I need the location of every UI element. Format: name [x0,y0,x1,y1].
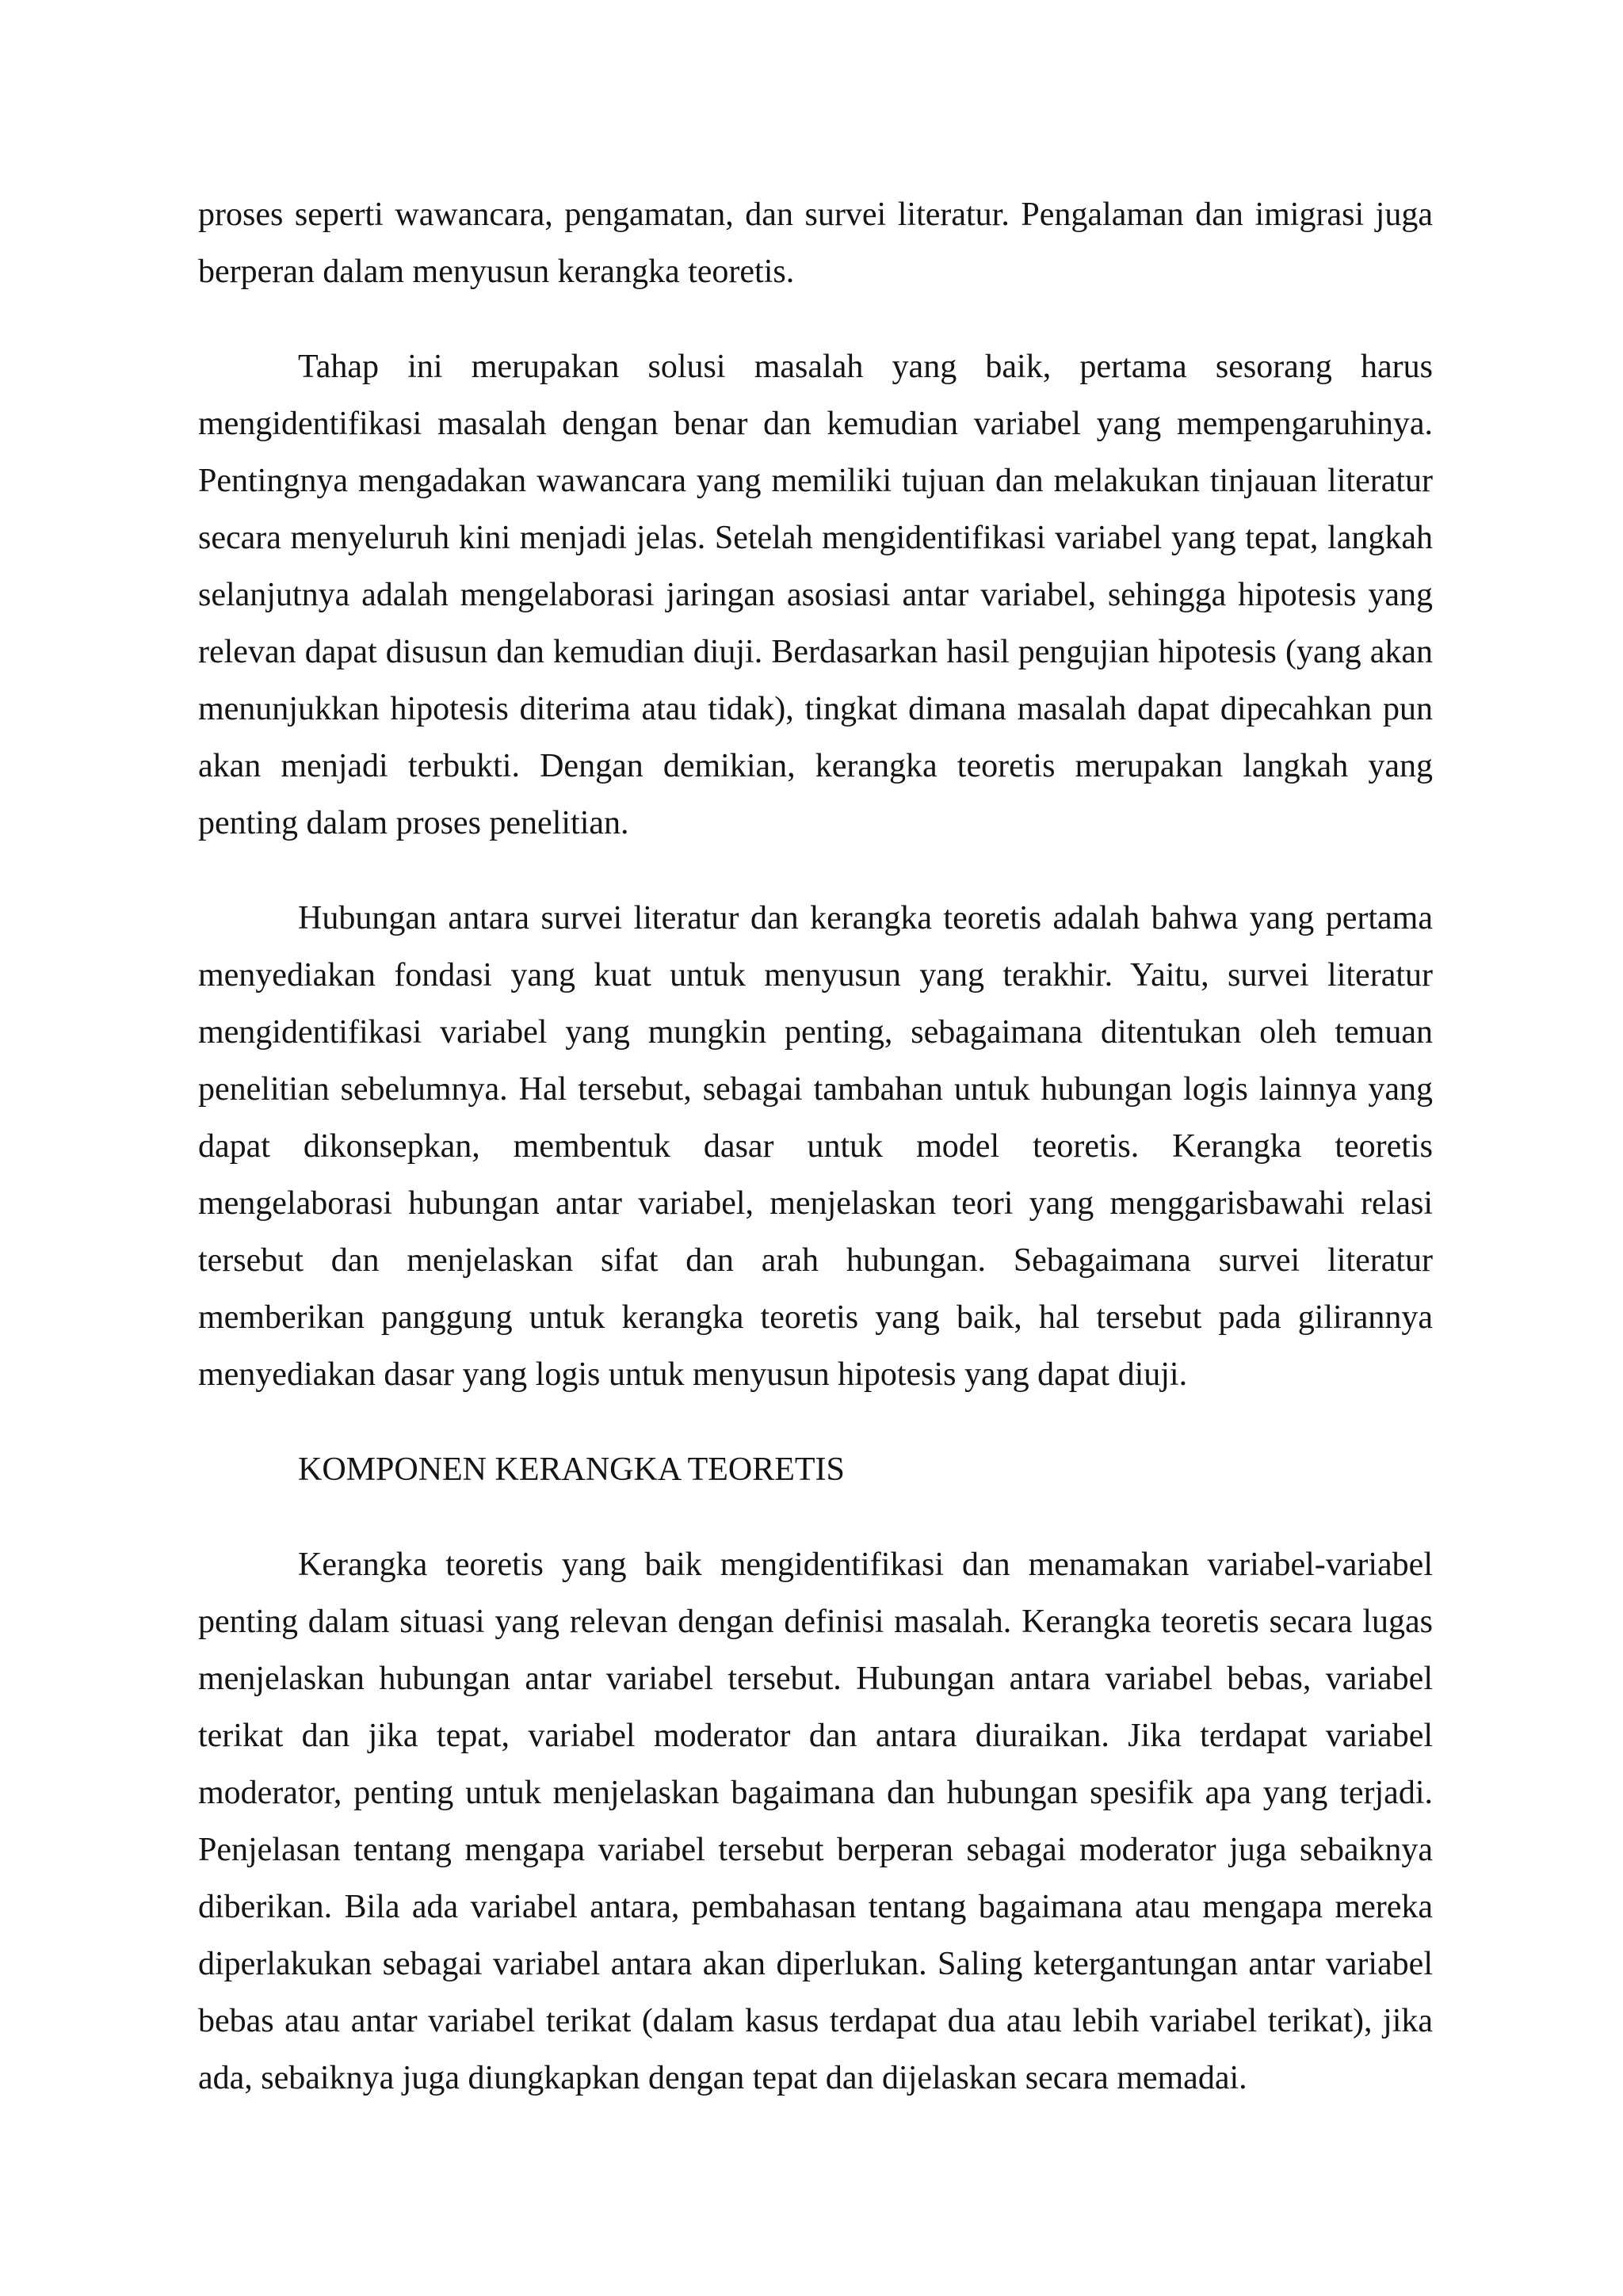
paragraph-continuation: proses seperti wawancara, pengamatan, dan survei literatur. Pengalaman dan imigrasi juga berperan dalam menyusun kerangka teoretis. [198,196,1433,290]
document-page [198,186,1433,2145]
paragraph-tahap: Tahap ini merupakan solusi masalah yang baik, pertama sesorang harus mengidentifikasi masalah dengan benar dan kemudian variabel yang mempengaruhinya. Pentingnya mengadakan wawancara yang memiliki tujuan dan melakukan tinjauan literatur secara menyeluruh kini menjadi jelas. Setelah mengidentifikasi variabel yang tepat, langkah selanjutnya adalah mengelaborasi jaringan asosiasi antar variabel, sehingga hipotesis yang relevan dapat disusun dan kemudian diuji. Berdasarkan hasil pengujian hipotesis (yang akan menunjukkan hipotesis diterima atau tidak), tingkat dimana masalah dapat dipecahkan pun akan menjadi terbukti. Dengan demikian, kerangka teoretis merupakan langkah yang penting dalam proses penelitian. [198,349,1433,841]
paragraph-hubungan: Hubungan antara survei literatur dan kerangka teoretis adalah bahwa yang pertama menyediakan fondasi yang kuat untuk menyusun yang terakhir. Yaitu, survei literatur mengidentifikasi variabel yang mungkin penting, sebagaimana ditentukan oleh temuan penelitian sebelumnya. Hal tersebut, sebagai tambahan untuk hubungan logis lainnya yang dapat dikonsepkan, membentuk dasar untuk model teoretis. Kerangka teoretis mengelaborasi hubungan antar variabel, menjelaskan teori yang menggarisbawahi relasi tersebut dan menjelaskan sifat dan arah hubungan. Sebagaimana survei literatur memberikan panggung untuk kerangka teoretis yang baik, hal tersebut pada gilirannya menyediakan dasar yang logis untuk menyusun hipotesis yang dapat diuji. [198,900,1433,1393]
paragraph-komponen: Kerangka teoretis yang baik mengidentifikasi dan menamakan variabel-variabel penting dalam situasi yang relevan dengan definisi masalah. Kerangka teoretis secara lugas menjelaskan hubungan antar variabel tersebut. Hubungan antara variabel bebas, variabel terikat dan jika tepat, variabel moderator dan antara diuraikan. Jika terdapat variabel moderator, penting untuk menjelaskan bagaimana dan hubungan spesifik apa yang terjadi. Penjelasan tentang mengapa variabel tersebut berperan sebagai moderator juga sebaiknya diberikan. Bila ada variabel antara, pembahasan tentang bagaimana atau mengapa mereka diperlakukan sebagai variabel antara akan diperlukan. Saling ketergantungan antar variabel bebas atau antar variabel terikat (dalam kasus terdapat dua atau lebih variabel terikat), jika ada, sebaiknya juga diungkapkan dengan tepat dan dijelaskan secara memadai. [198,1547,1433,2096]
section-heading: KOMPONEN KERANGKA TEORETIS [298,1451,845,1488]
